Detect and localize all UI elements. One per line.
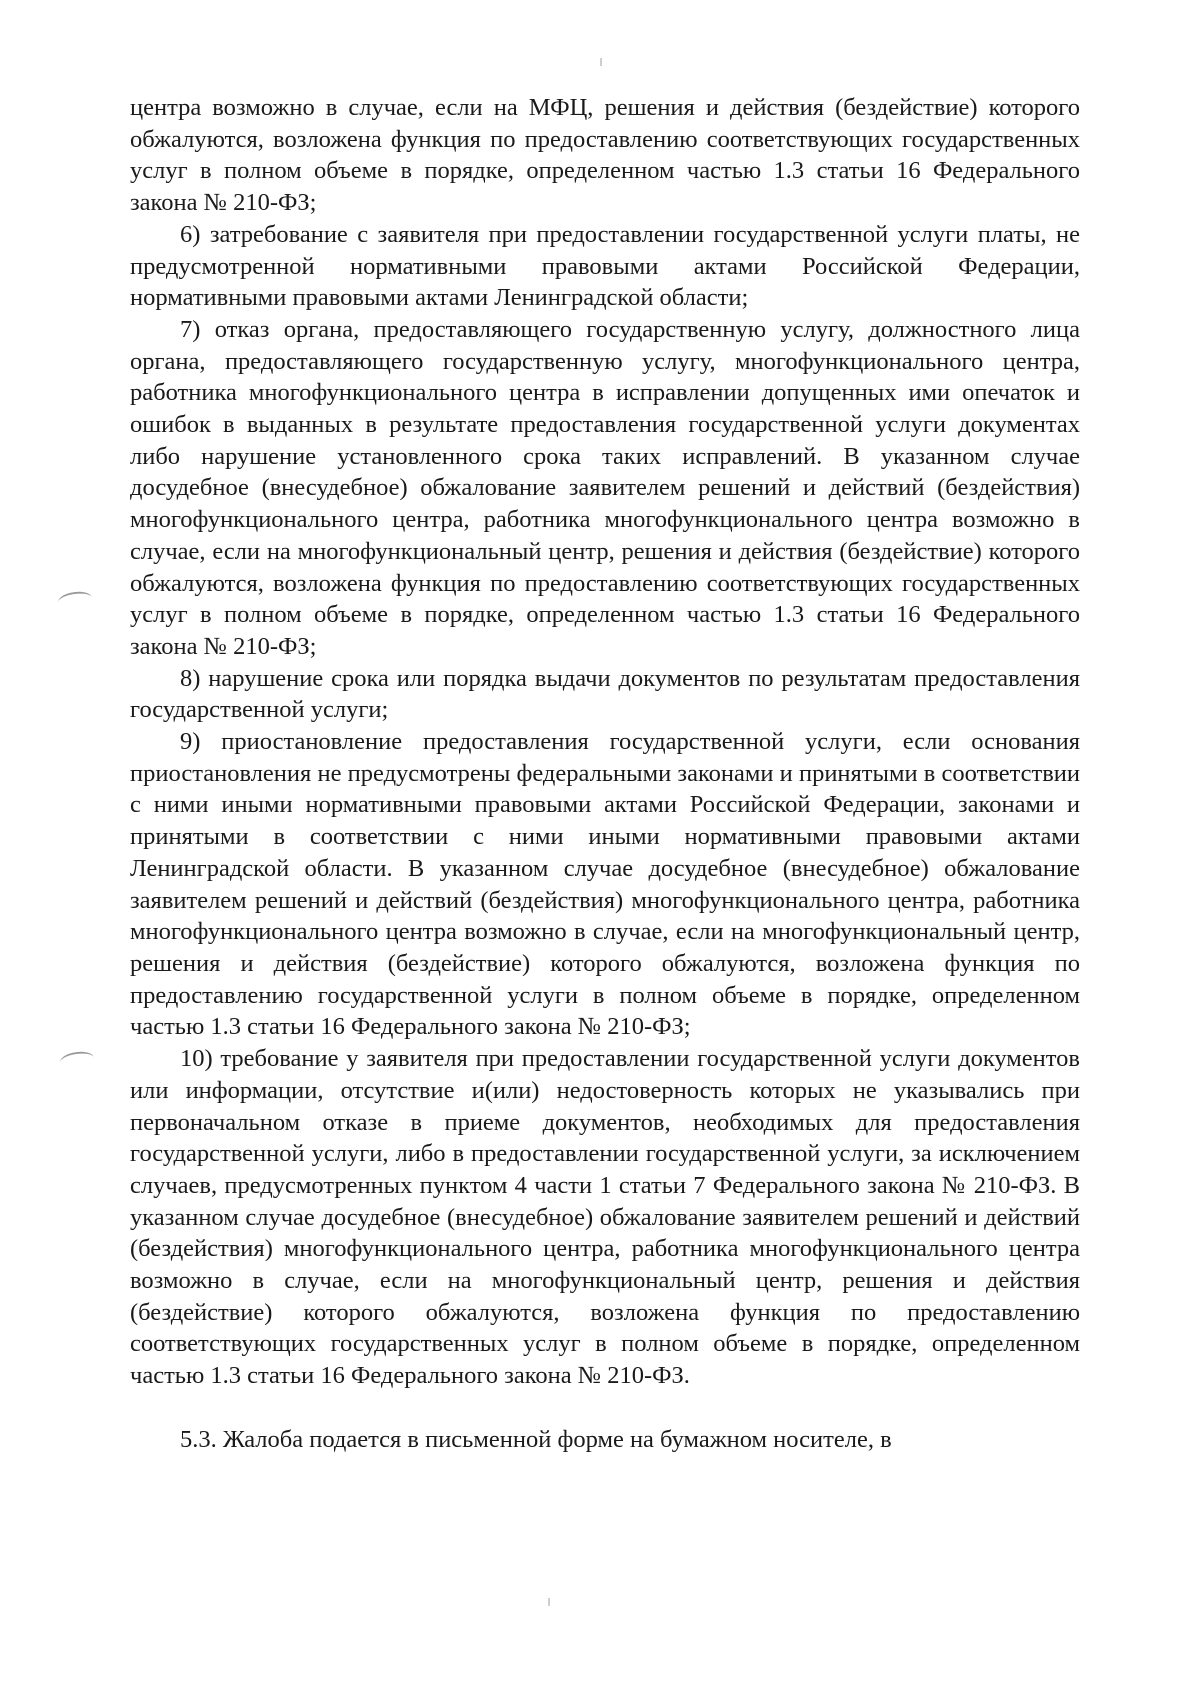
- scan-artifact: [548, 1598, 550, 1606]
- document-page: [130, 92, 1080, 1456]
- margin-mark: [57, 590, 93, 611]
- margin-mark: [59, 1050, 95, 1071]
- paragraph-item-10: 10) требование у заявителя при предоставлении государственной услуги документов или информации, отсутствие и(или) недостоверность которых не указывались при первоначальном отказе в приеме документов, необходимых для предоставления государственной услуги, либо в предоставлении государственной услуги, за исключением случаев, предусмотренных пунктом 4 части 1 статьи 7 Федерального закона № 210-ФЗ. В указанном случае досудебное (внесудебное) обжалование заявителем решений и действий (бездействия) многофункционального центра, работника многофункционального центра возможно в случае, если на многофункциональный центр, решения и действия (бездействие) которого обжалуются, возложена функция по предоставлению соответствующих государственных услуг в полном объеме в порядке, определенном частью 1.3 статьи 16 Федерального закона № 210-ФЗ.: [130, 1045, 1080, 1390]
- paragraph-item-6: 6) затребование с заявителя при предоставлении государственной услуги платы, не предусмотренной нормативными правовыми актами Российской Федерации, нормативными правовыми актами Ленинградской области;: [130, 220, 1080, 312]
- scan-artifact: [600, 58, 602, 66]
- section-5-3-paragraph: 5.3. Жалоба подается в письменной форме на бумажном носителе, в: [180, 1425, 892, 1453]
- paragraph-spacer: [130, 1392, 1080, 1424]
- paragraph-item-7: 7) отказ органа, предоставляющего государственную услугу, должностного лица органа, предоставляющего государственную услугу, многофункционального центра, работника многофункционального центра в исправлении допущенных ими опечаток и ошибок в выданных в результате предоставления государственной услуги документах либо нарушение установленного срока таких исправлений. В указанном случае досудебное (внесудебное) обжалование заявителем решений и действий (бездействия) многофункционального центра, работника многофункционального центра возможно в случае, если на многофункциональный центр, решения и действия (бездействие) которого обжалуются, возложена функция по предоставлению соответствующих государственных услуг в полном объеме в порядке, определенном частью 1.3 статьи 16 Федерального закона № 210-ФЗ;: [130, 315, 1080, 660]
- paragraph-continuation: центра возможно в случае, если на МФЦ, решения и действия (бездействие) которого обжалуются, возложена функция по предоставлению соответствующих государственных услуг в полном объеме в порядке, определенном частью 1.3 статьи 16 Федерального закона № 210-ФЗ;: [130, 94, 1080, 217]
- paragraph-item-8: 8) нарушение срока или порядка выдачи документов по результатам предоставления государственной услуги;: [130, 664, 1080, 724]
- paragraph-item-9: 9) приостановление предоставления государственной услуги, если основания приостановления не предусмотрены федеральными законами и принятыми в соответствии с ними иными нормативными правовыми актами Российской Федерации, законами и принятыми в соответствии с ними иными нормативными правовыми актами Ленинградской области. В указанном случае досудебное (внесудебное) обжалование заявителем решений и действий (бездействия) многофункционального центра, работника многофункционального центра возможно в случае, если на многофункциональный центр, решения и действия (бездействие) которого обжалуются, возложена функция по предоставлению государственной услуги в полном объеме в порядке, определенном частью 1.3 статьи 16 Федерального закона № 210-ФЗ;: [130, 728, 1080, 1041]
